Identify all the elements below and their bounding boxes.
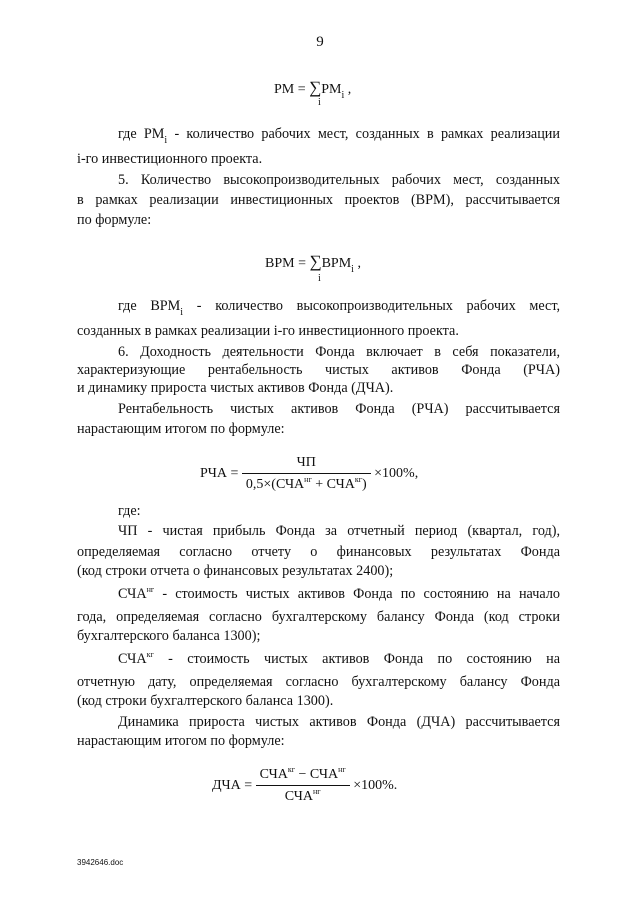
vrm-definition-line2: созданных в рамках реализации i-го инвестиционного проекта. (77, 323, 459, 339)
schang-line3: бухгалтерского баланса 1300); (77, 628, 261, 644)
num-part1: СЧА (259, 767, 288, 782)
formula-vrm-sum-index: i (318, 273, 321, 284)
p5-line1: 5. Количество высокопроизводительных рабочих мест, созданных (118, 172, 560, 188)
formula-rm-tail: , (347, 82, 352, 97)
p6-line2: характеризующие рентабельность чистых активов Фонда (РЧА) (77, 362, 560, 378)
formula-rcha (200, 455, 418, 493)
schakg-line3: (код строки бухгалтерского баланса 1300). (77, 693, 334, 709)
formula-rcha-numerator: ЧП (242, 455, 371, 474)
den-part: СЧА (284, 789, 313, 804)
formula-rm-term: РМ (321, 82, 342, 97)
vrm-term: где ВРМ (118, 298, 181, 314)
formula-vrm-sub: i (351, 264, 354, 275)
den-sup2: кг (354, 475, 362, 484)
schang-term: СЧА (118, 586, 147, 602)
schakg-sup: кг (146, 650, 154, 659)
den-part3: ) (361, 477, 367, 492)
vrm-definition-text: - количество высокопроизводительных рабочих мест, (196, 298, 560, 314)
chp-line3: (код строки отчета о финансовых результатах 2400); (77, 563, 394, 579)
footer-filename: 3942646.doc (77, 858, 124, 867)
formula-vrm-term: ВРМ (321, 256, 352, 271)
formula-dcha-numerator (256, 767, 350, 786)
formula-rcha-tail: ×100%, (374, 466, 419, 481)
formula-vrm-lhs: ВРМ = (265, 256, 306, 271)
vrm-definition-line1 (118, 297, 560, 317)
schakg-line1 (118, 650, 560, 670)
page-number: 9 (316, 34, 324, 50)
formula-dcha-denominator (256, 786, 350, 805)
formula-rcha-fraction (242, 455, 371, 493)
rm-definition-line2: i-го инвестиционного проекта. (77, 151, 263, 167)
chp-line1: ЧП - чистая прибыль Фонда за отчетный период (квартал, год), (118, 523, 560, 539)
p6-line3: и динамику прироста чистых активов Фонда (ДЧА). (77, 380, 394, 396)
chp-line2: определяемая согласно отчету о финансовых результатах Фонда (77, 544, 560, 560)
schang-text: - стоимость чистых активов Фонда по состоянию на начало (162, 586, 560, 602)
formula-dcha-tail: ×100%. (353, 778, 398, 793)
formula-rm-lhs: РМ = (274, 82, 306, 97)
formula-vrm-tail: , (357, 256, 361, 271)
formula-rm-sub: i (341, 90, 345, 101)
formula-rcha-lhs: РЧА = (200, 466, 239, 481)
den-part1: 0,5×(СЧА (245, 477, 305, 492)
vrm-term-sub: i (180, 307, 184, 318)
rm-term-sub: i (164, 135, 168, 146)
formula-rm-sum-index: i (318, 97, 321, 108)
formula-dcha (212, 767, 397, 805)
num-sup1: кг (287, 765, 296, 774)
sigma-symbol: ∑ (309, 78, 322, 97)
p6-line1: 6. Доходность деятельности Фонда включает в себя показатели, (118, 344, 560, 360)
num-sup2: нг (338, 765, 346, 774)
rm-term: где РМ (118, 126, 165, 142)
schakg-term: СЧА (118, 651, 147, 667)
formula-vrm (265, 252, 361, 275)
p5-line3: по формуле: (77, 212, 152, 228)
formula-dcha-lhs: ДЧА = (212, 778, 253, 793)
schang-line2: года, определяемая согласно бухгалтерскому балансу Фонда (код строки (77, 609, 560, 625)
formula-rcha-denominator (242, 474, 371, 493)
p5-line2: в рамках реализации инвестиционных проектов (ВРМ), рассчитывается (77, 192, 560, 208)
rm-definition-line1 (118, 125, 560, 145)
where-label: где: (118, 503, 141, 519)
den-sup: нг (312, 787, 321, 796)
rcha-line1: Рентабельность чистых активов Фонда (РЧА) рассчитывается (118, 401, 560, 417)
dcha-line1: Динамика прироста чистых активов Фонда (ДЧА) рассчитывается (118, 714, 560, 730)
rm-definition-text: - количество рабочих мест, созданных в рамках реализации (174, 126, 560, 142)
den-sup1: нг (304, 475, 312, 484)
schang-line1 (118, 585, 560, 605)
formula-dcha-fraction (256, 767, 350, 805)
sigma-symbol: ∑ (309, 252, 322, 271)
schakg-line2: отчетную дату, определяемая согласно бухгалтерскому балансу Фонда (77, 674, 560, 690)
rcha-line2: нарастающим итогом по формуле: (77, 421, 285, 437)
schang-sup: нг (146, 585, 155, 594)
formula-rm (274, 78, 352, 101)
schakg-text: - стоимость чистых активов Фонда по состоянию на (168, 651, 560, 667)
dcha-line2: нарастающим итогом по формуле: (77, 733, 285, 749)
num-part2: − СЧА (295, 767, 339, 782)
den-part2: + СЧА (311, 477, 355, 492)
